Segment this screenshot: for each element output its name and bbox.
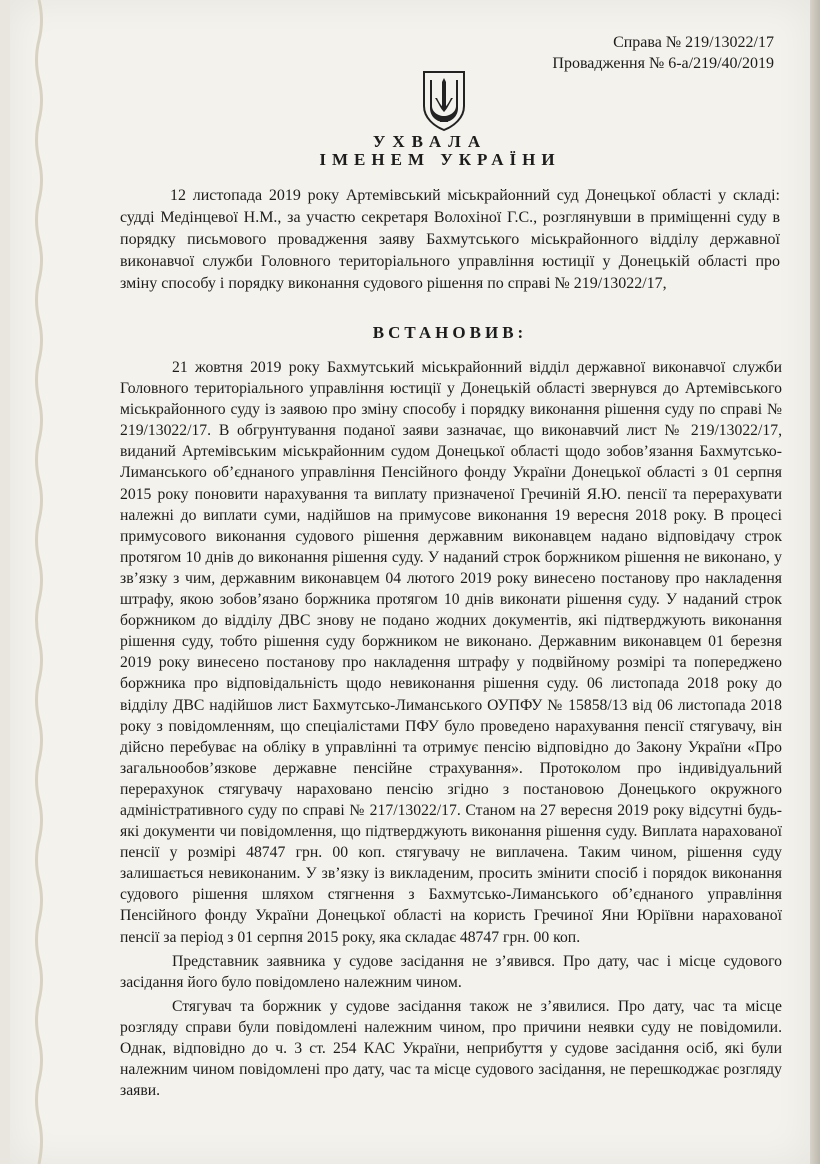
proceeding-number: Провадження № 6-а/219/40/2019 [552, 55, 774, 72]
page-edge [810, 0, 820, 1164]
document-subtitle: ІМЕНЕМ УКРАЇНИ [319, 150, 561, 169]
case-info [552, 32, 774, 74]
paragraph-main: 21 жовтня 2019 року Бахмутський міськрайонний відділ державної виконавчої служби Головного територіального управління юстиції у Донецькій області звернувся до Артемівського міськрайонного суду із заявою про зміну способу і порядку виконання рішення суду по справі № 219/13022/17. В обгрунтування поданої заяви зазначає, що виконавчий лист № 219/13022/17, виданий Артемівським міськрайонним судом Донецької області щодо зобов’язання Бахмутсько-Лиманського об’єднаного управління Пенсійного фонду України Донецької області з 01 серпня 2015 року поновити нарахування та виплату призначеної Гречиній Я.Ю. пенсії та перерахувати належні до виплати суми, надійшов на примусове виконання 19 вересня 2018 року. В процесі примусового виконання судового рішення державним виконавцем надано відповідачу строк протягом 10 днів до виконання рішення суду. У наданий строк боржником рішення не виконано, у зв’язку з чим, державним виконавцем 04 лютого 2019 року винесено постанову про накладення штрафу, якою зобов’язано боржника протягом 10 днів виконати рішення суду. У наданий строк боржником до відділу ДВС знову не подано жодних документів, які підтверджують виконання рішення суду, тобто рішення суду боржником не виконано. Державним виконавцем 01 березня 2019 року винесено постанову про накладення штрафу у подвійному розмірі та попереджено боржника про відповідальність щодо невиконання рішення суду. 06 листопада 2018 року до відділу ДВС надійшов лист Бахмутсько-Лиманського ОУПФУ № 15858/13 від 06 листопада 2018 року з повідомленням, що спеціалістами ПФУ було проведено нарахування пенсії стягувачу, він дійсно перебуває на обліку в управлінні та отримує пенсію відповідно до Закону України «Про загальнообов’язкове державне пенсійне страхування». Протоколом про індивідуальний перерахунок стягувачу нараховано пенсію згідно з постановою Донецького окружного адміністративного суду по справі № 217/13022/17. Станом на 27 вересня 2019 року відсутні будь-які документи чи повідомлення, що підтверджують виконання рішення суду. Виплата нарахованої пенсії у розмірі 48747 грн. 00 коп. стягувачу не виплачена. Таким чином, рішення суду залишається невиконаним. У зв’язку із викладеним, просить змінити спосіб і порядок виконання судового рішення шляхом стягнення з Бахмутсько-Лиманського об’єднаного управління Пенсійного фонду України Донецької області на користь Гречиної Яни Юріївни нарахованої пенсії за період з 01 серпня 2015 року, яка складає 48747 грн. 00 коп. [120, 359, 782, 946]
body-text [120, 357, 782, 1101]
paragraph-applicant: Представник заявника у судове засідання не з’явився. Про дату, час і місце судового засідання його було повідомлено належним чином. [120, 952, 782, 991]
intro-paragraph: 12 листопада 2019 року Артемівський міськрайонний суд Донецької області у складі: судді Медінцевої Н.М., за участю секретаря Волохіної Г.С., розглянувши в приміщенні суду в порядку письмового провадження заяву Бахмутського міськрайонного відділу державної виконавчої служби Головного територіального управління юстиції у Донецькій області про зміну способу і порядку виконання судового рішення по справі № 219/13022/17, [120, 187, 780, 292]
trident-emblem-icon [418, 68, 470, 132]
document-type-title: УХВАЛА [372, 132, 488, 151]
paragraph-parties: Стягувач та боржник у судове засідання також не з’явилися. Про дату, час та місце розгляду справи були повідомлені належним чином, про причини неявки суду не повідомили. Однак, відповідно до ч. 3 ст. 254 КАС України, неприбуття у судове засідання осіб, які були належним чином повідомлені про дату, час та місце судового засідання, не перешкоджає розгляду заяви. [120, 997, 782, 1100]
binding-thread [32, 0, 46, 1164]
intro-paragraph-block [120, 185, 780, 295]
section-heading: ВСТАНОВИВ: [372, 323, 528, 342]
case-number: Справа № 219/13022/17 [613, 34, 774, 51]
